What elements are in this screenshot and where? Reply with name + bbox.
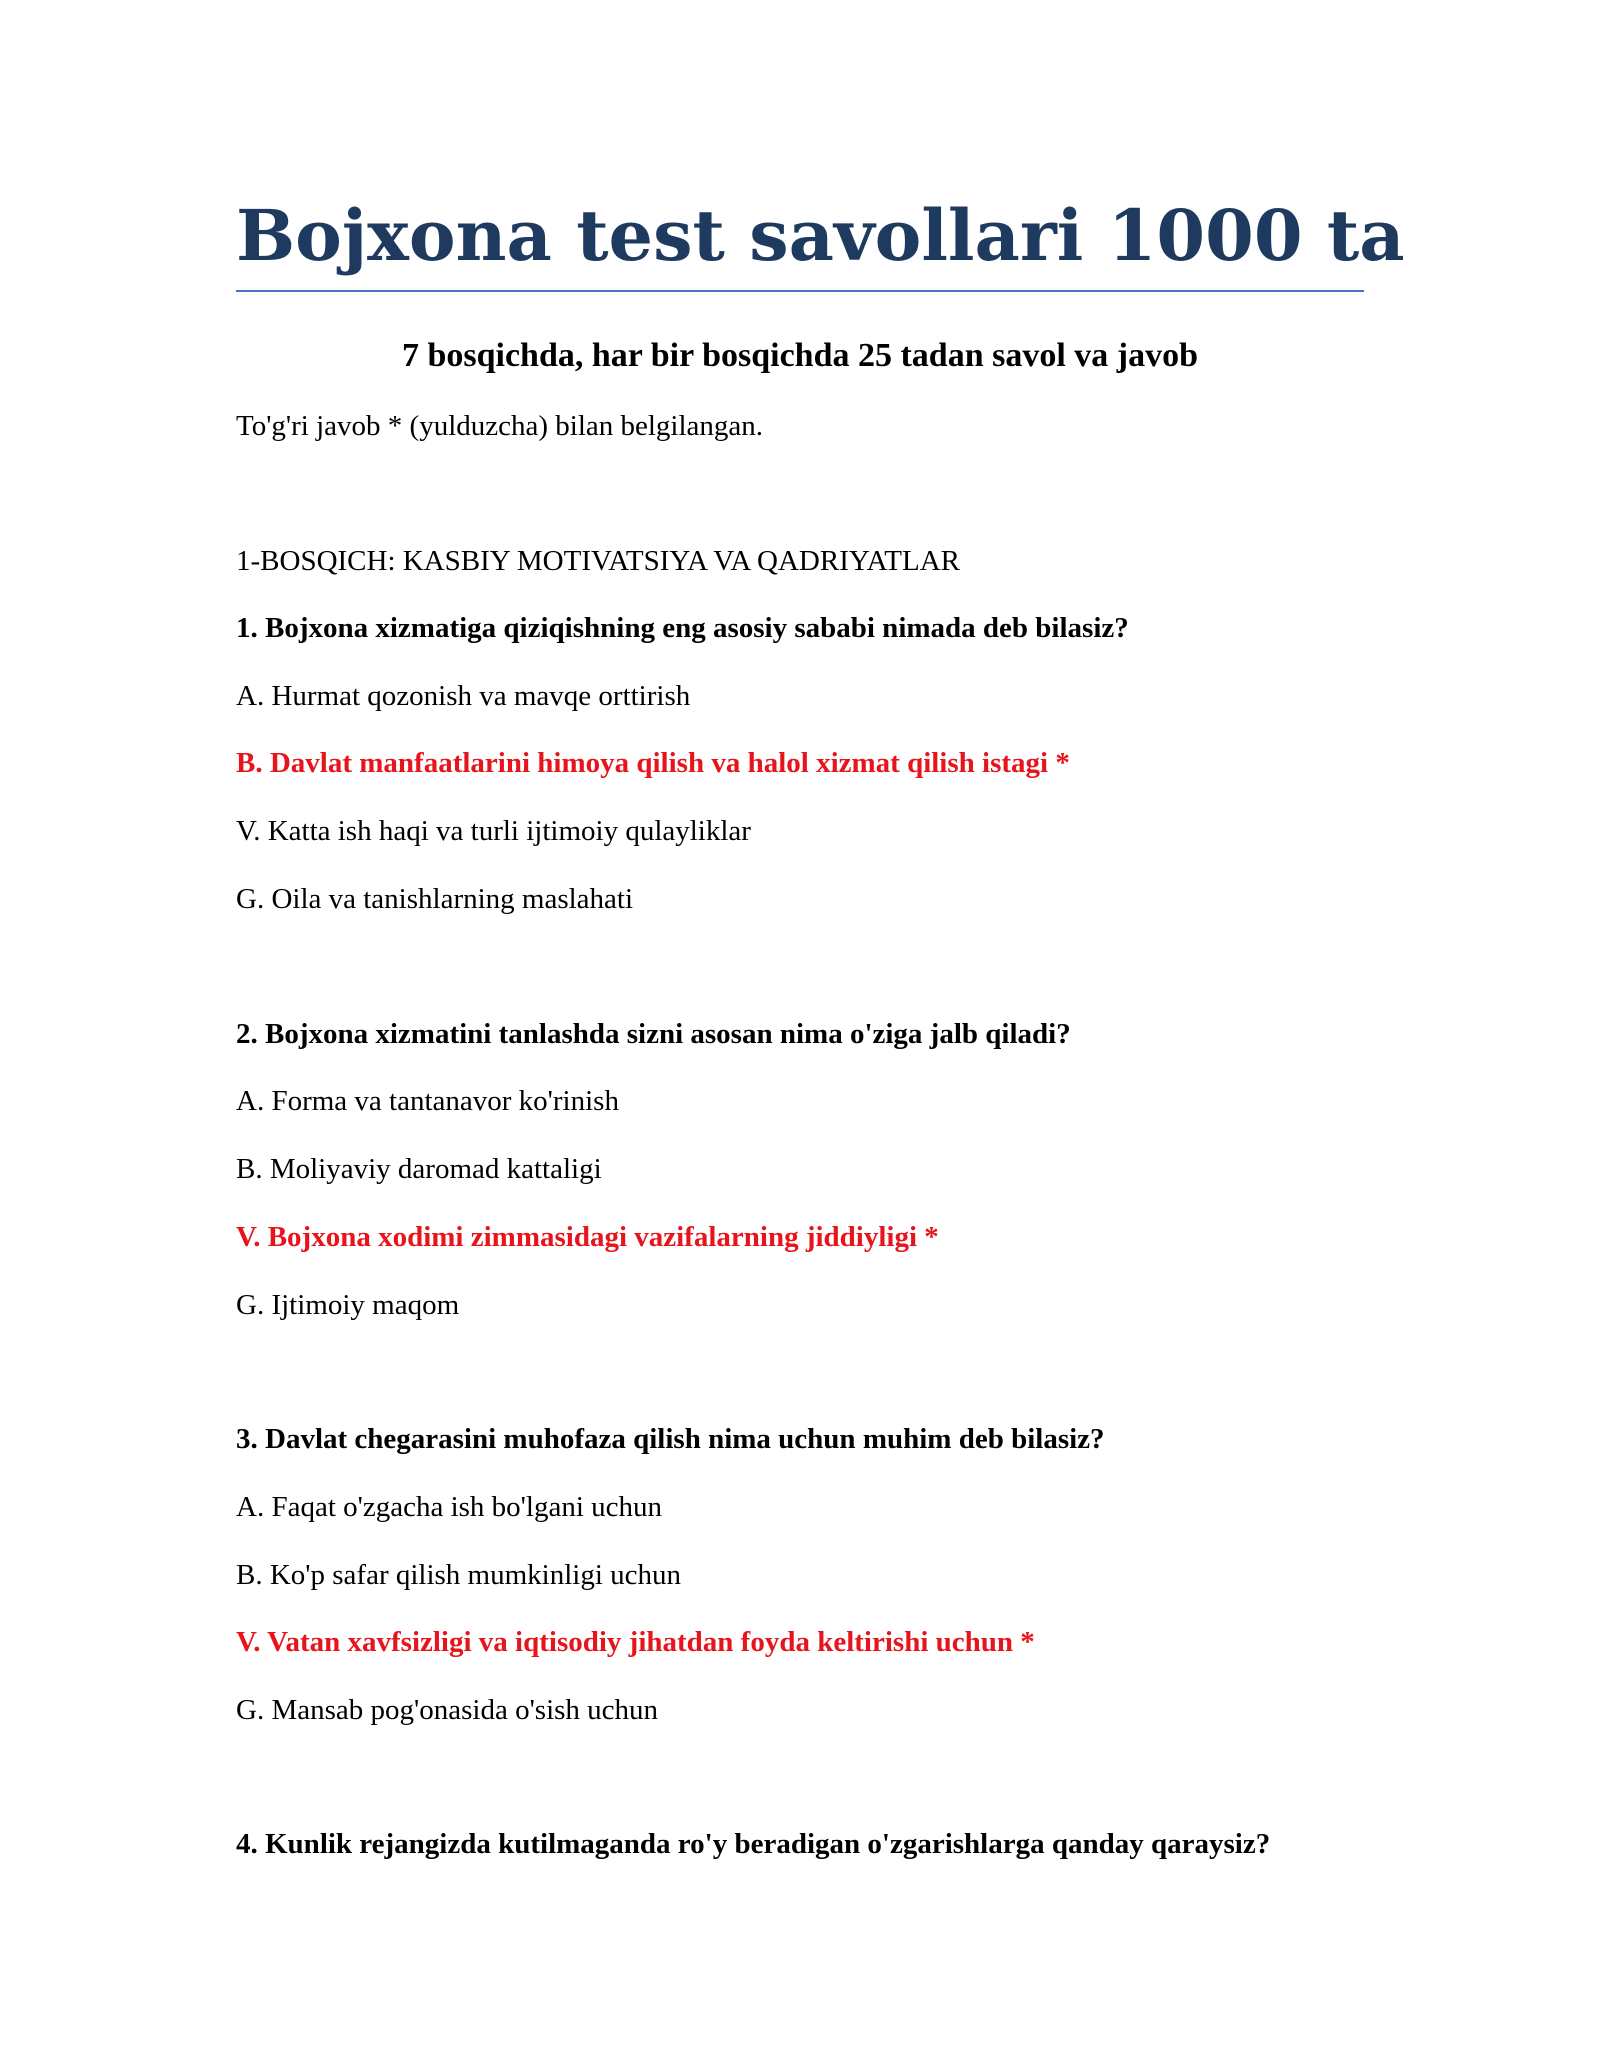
question-2-option-b: B. Moliyaviy daromad kattaligi bbox=[236, 1153, 602, 1185]
question-2: 2. Bojxona xizmatini tanlashda sizni asosan nima o'ziga jalb qiladi? bbox=[236, 1018, 1071, 1050]
title-divider bbox=[236, 290, 1364, 292]
question-1: 1. Bojxona xizmatiga qiziqishning eng asosiy sababi nimada deb bilasiz? bbox=[236, 612, 1129, 644]
stage-heading: 1-BOSQICH: KASBIY MOTIVATSIYA VA QADRIYATLAR bbox=[236, 545, 961, 577]
question-3-option-g: G. Mansab pog'onasida o'sish uchun bbox=[236, 1694, 659, 1726]
question-1-option-v: V. Katta ish haqi va turli ijtimoiy qulayliklar bbox=[236, 815, 751, 847]
question-1-option-g: G. Oila va tanishlarning maslahati bbox=[236, 883, 634, 915]
question-3-option-v-correct: V. Vatan xavfsizligi va iqtisodiy jihatdan foyda keltirishi uchun * bbox=[236, 1626, 1035, 1658]
question-2-option-g: G. Ijtimoiy maqom bbox=[236, 1289, 460, 1321]
question-3-option-b: B. Ko'p safar qilish mumkinligi uchun bbox=[236, 1559, 682, 1591]
question-2-option-v-correct: V. Bojxona xodimi zimmasidagi vazifalarning jiddiyligi * bbox=[236, 1221, 939, 1253]
document-subtitle: 7 bosqichda, har bir bosqichda 25 tadan savol va javob bbox=[401, 337, 1199, 374]
document-title: Bojxona test savollari 1000 ta bbox=[236, 194, 1405, 277]
question-4: 4. Kunlik rejangizda kutilmaganda ro'y beradigan o'zgarishlarga qanday qaraysiz? bbox=[236, 1828, 1271, 1860]
question-3: 3. Davlat chegarasini muhofaza qilish nima uchun muhim deb bilasiz? bbox=[236, 1423, 1105, 1455]
question-1-option-b-correct: B. Davlat manfaatlarini himoya qilish va halol xizmat qilish istagi * bbox=[236, 747, 1070, 779]
question-3-option-a: A. Faqat o'zgacha ish bo'lgani uchun bbox=[236, 1491, 663, 1523]
question-2-option-a: A. Forma va tantanavor ko'rinish bbox=[236, 1085, 619, 1117]
answer-key-note: To'g'ri javob * (yulduzcha) bilan belgilangan. bbox=[236, 410, 764, 442]
question-1-option-a: A. Hurmat qozonish va mavqe orttirish bbox=[236, 680, 691, 712]
